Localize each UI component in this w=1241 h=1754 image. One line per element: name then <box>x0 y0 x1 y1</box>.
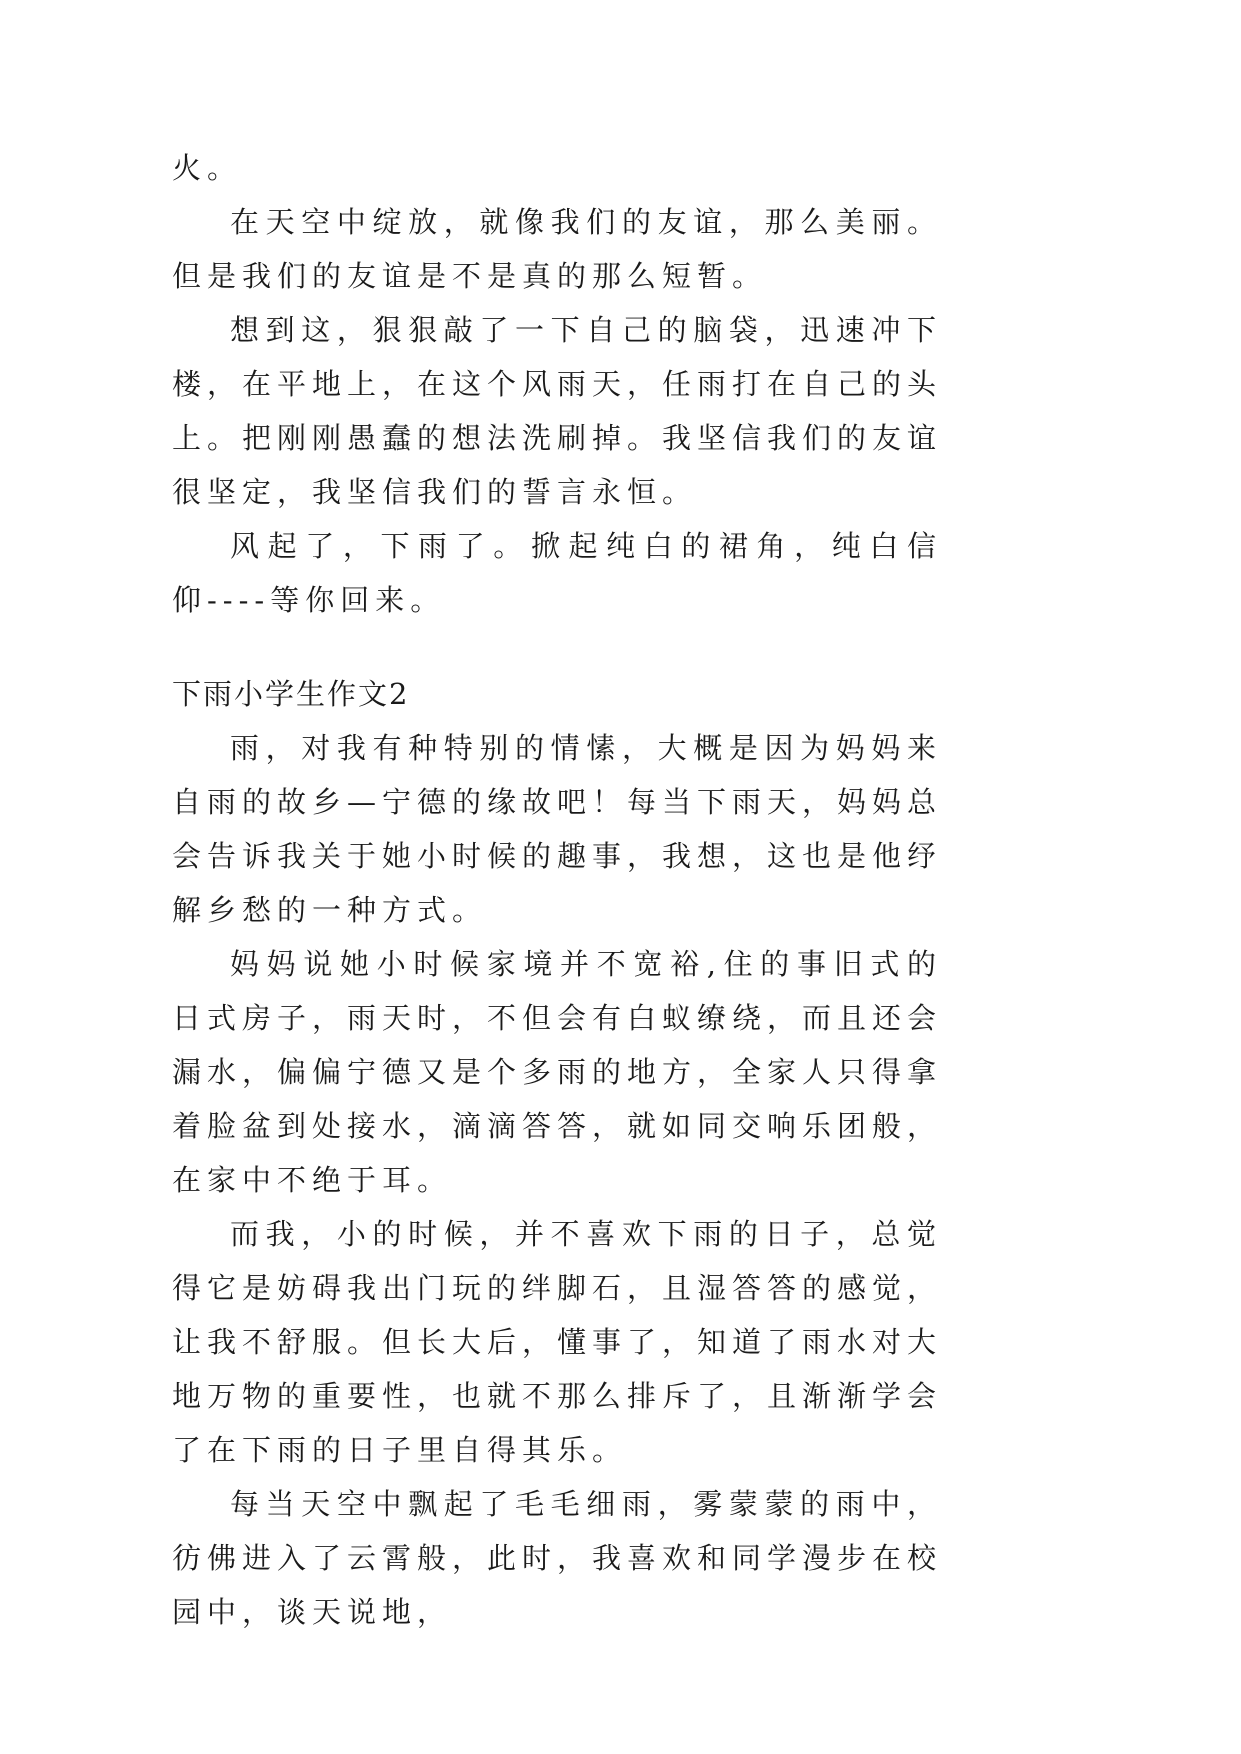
document-body <box>172 141 942 1639</box>
paragraph: 在天空中绽放，就像我们的友谊，那么美丽。但是我们的友谊是不是真的那么短暂。 <box>172 205 942 293</box>
section-title: 下雨小学生作文2 <box>172 677 410 711</box>
paragraph: 风起了，下雨了。掀起纯白的裙角，纯白信仰----等你回来。 <box>172 529 942 617</box>
paragraph: 每当天空中飘起了毛毛细雨，雾蒙蒙的雨中，彷佛进入了云霄般，此时，我喜欢和同学漫步在校园中，谈天说地， <box>172 1487 943 1629</box>
paragraph: 火。 <box>172 151 243 185</box>
paragraph: 而我，小的时候，并不喜欢下雨的日子，总觉得它是妨碍我出门玩的绊脚石，且湿答答的感觉，让我不舒服。但长大后，懂事了，知道了雨水对大地万物的重要性，也就不那么排斥了，且渐渐学会了在下雨的日子里自得其乐。 <box>172 1217 943 1467</box>
paragraph: 想到这，狠狠敲了一下自己的脑袋，迅速冲下楼，在平地上，在这个风雨天，任雨打在自己的头上。把刚刚愚蠢的想法洗刷掉。我坚信我们的友谊很坚定，我坚信我们的誓言永恒。 <box>172 313 943 509</box>
paragraph: 雨，对我有种特别的情愫，大概是因为妈妈来自雨的故乡—宁德的缘故吧！每当下雨天，妈妈总会告诉我关于她小时候的趣事，我想，这也是他纾解乡愁的一种方式。 <box>172 731 943 927</box>
paragraph: 妈妈说她小时候家境并不宽裕,住的事旧式的日式房子，雨天时，不但会有白蚁缭绕，而且还会漏水，偏偏宁德又是个多雨的地方，全家人只得拿着脸盆到处接水，滴滴答答，就如同交响乐团般，在家中不绝于耳。 <box>172 947 943 1197</box>
